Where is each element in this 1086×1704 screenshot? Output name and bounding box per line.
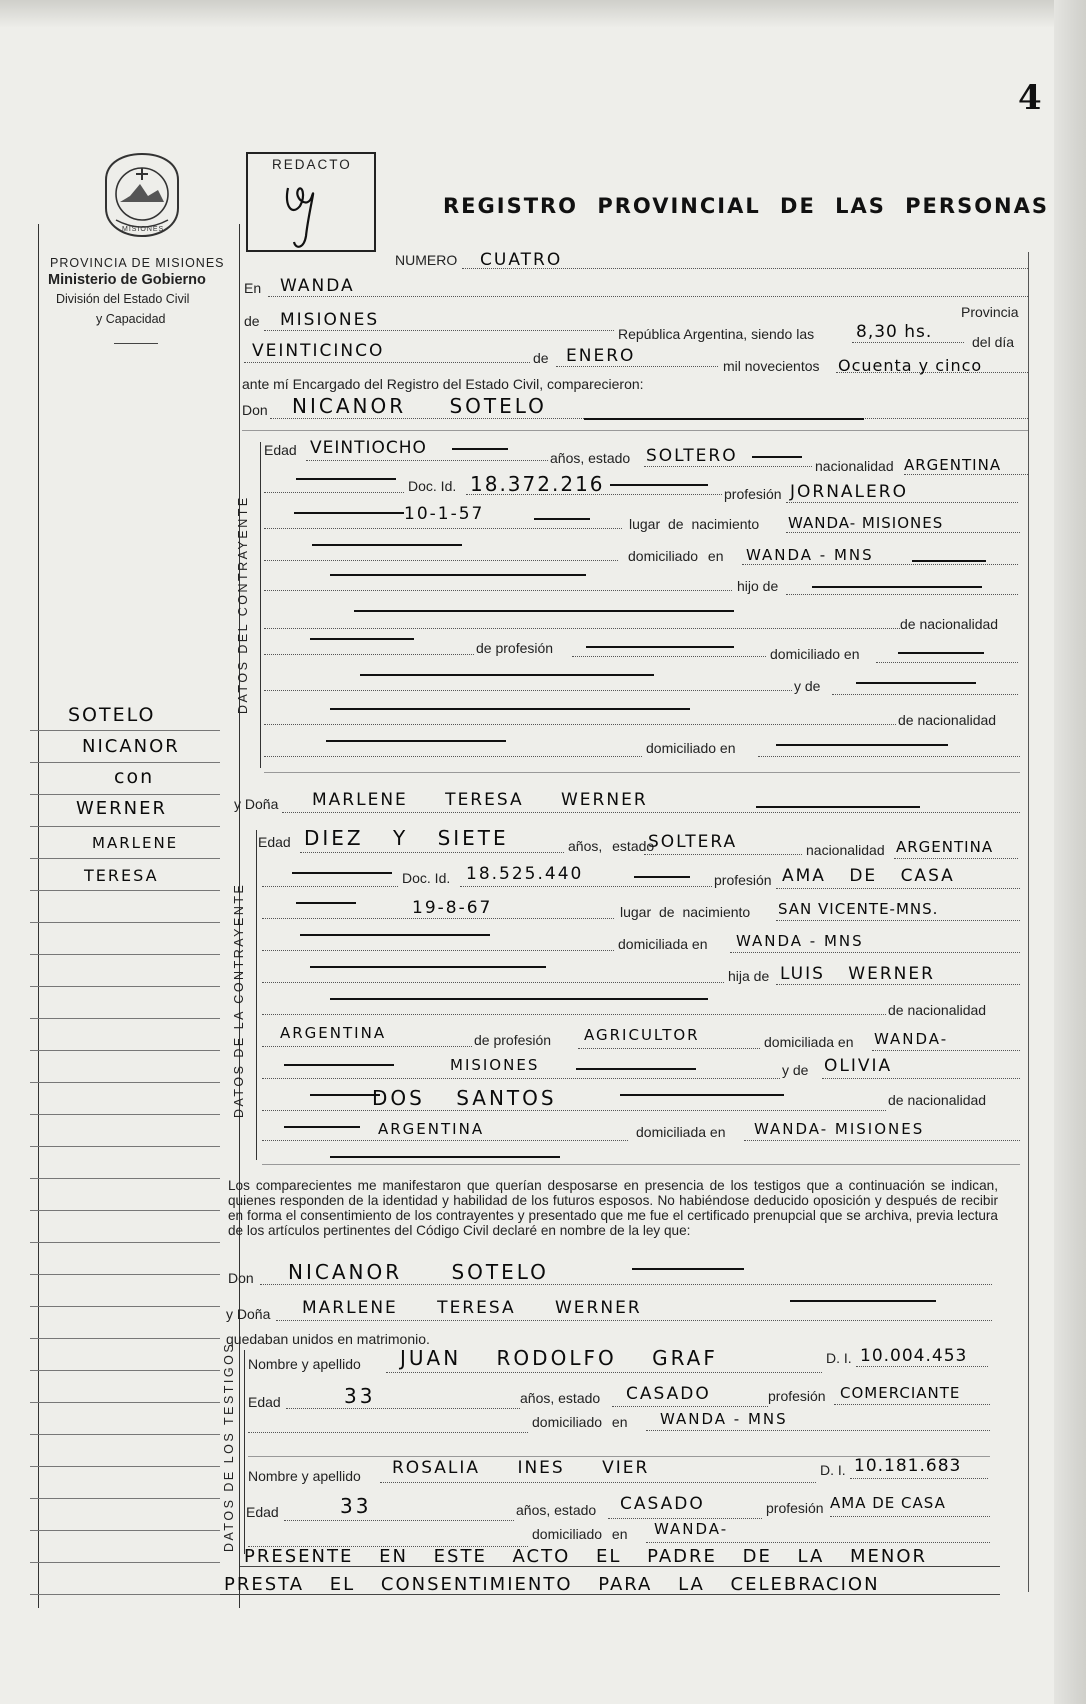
en-label: En bbox=[244, 280, 262, 296]
numero-value: CUATRO bbox=[480, 250, 563, 270]
c1-nacionalidad-label: nacionalidad bbox=[815, 458, 894, 474]
c2-padre-domicilio-1: WANDA- bbox=[874, 1030, 949, 1048]
t2-nombre-line bbox=[380, 1482, 816, 1483]
c2-padre-nac-line bbox=[262, 1046, 472, 1047]
c1-domiciliado-en2-line bbox=[758, 756, 1020, 757]
c2-nac-line bbox=[262, 1014, 886, 1015]
c1-estado-line bbox=[644, 466, 812, 467]
c2-de-profesion-label: de profesión bbox=[474, 1032, 552, 1048]
c2-padre-prof-line bbox=[578, 1048, 760, 1049]
dia-line bbox=[244, 362, 530, 363]
c2-domicilio-line bbox=[730, 952, 1020, 953]
observacion-rule-1 bbox=[240, 1566, 1000, 1567]
c2-estado-line bbox=[644, 854, 802, 855]
t2-di-label: D. I. bbox=[820, 1462, 846, 1478]
c1-nacionalidad-line bbox=[904, 474, 1028, 475]
decl-dona-label: y Doña bbox=[226, 1306, 271, 1322]
c1-dom2-pre-line bbox=[264, 756, 642, 757]
t2-estado-line bbox=[608, 1518, 762, 1519]
c1-lugar-label: lugar de nacimiento bbox=[629, 516, 760, 532]
margin-line bbox=[30, 1242, 220, 1243]
decl-don-label: Don bbox=[228, 1270, 254, 1286]
c2-doc-dash bbox=[634, 876, 690, 878]
t2-nombre-label: Nombre y apellido bbox=[248, 1468, 361, 1484]
observacion-rule-2 bbox=[220, 1594, 1000, 1595]
t2-profesion-line bbox=[830, 1516, 990, 1517]
stamp-label: REDACTO bbox=[272, 157, 352, 172]
hora-value: 8,30 hs. bbox=[856, 322, 933, 342]
t2-nombre-value: ROSALIA INES VIER bbox=[392, 1458, 650, 1478]
c1-de-profesion-dash bbox=[586, 646, 734, 648]
c2-padre-value: LUIS WERNER bbox=[780, 964, 935, 984]
don-value: NICANOR SOTELO bbox=[292, 394, 547, 418]
dona-line bbox=[282, 812, 1020, 813]
c2-profesion-line bbox=[776, 888, 1020, 889]
t2-edad-label: Edad bbox=[246, 1504, 279, 1520]
anio-value: Ocuenta y cinco bbox=[838, 356, 983, 375]
margin-line bbox=[30, 1146, 220, 1147]
t2-edad-line bbox=[284, 1520, 514, 1521]
letterhead-division-2: y Capacidad bbox=[96, 312, 166, 326]
t1-domiciliado-label: domiciliado en bbox=[532, 1414, 628, 1430]
c2-lugar-label: lugar de nacimiento bbox=[620, 904, 751, 920]
c2-doc-pre-line bbox=[262, 886, 398, 887]
c1-de-profesion-label: de profesión bbox=[476, 640, 554, 656]
numero-label: NUMERO bbox=[395, 252, 458, 268]
c1-domiciliado-en-label: domiciliado en bbox=[770, 646, 860, 662]
c2-yde-pre-line bbox=[262, 1078, 780, 1079]
redacto-stamp bbox=[246, 152, 376, 252]
c1-de-nacionalidad-label: de nacionalidad bbox=[900, 616, 999, 632]
c2-edad-label: Edad bbox=[258, 834, 291, 850]
republica-text: República Argentina, siendo las bbox=[618, 326, 815, 342]
t1-estado-line bbox=[612, 1406, 768, 1407]
t2-domicilio-line bbox=[646, 1542, 990, 1543]
c2-madre-nac-line bbox=[262, 1140, 628, 1141]
t1-domicilio-line bbox=[646, 1430, 990, 1431]
margin-line bbox=[30, 1562, 220, 1563]
dona-dash bbox=[756, 806, 920, 808]
margin-note-3: con bbox=[114, 766, 155, 788]
t1-edad-value: 33 bbox=[344, 1384, 376, 1408]
c2-de-nacionalidad-label: de nacionalidad bbox=[888, 1002, 987, 1018]
c1-edad-value: VEINTIOCHO bbox=[310, 438, 427, 458]
c1-domiciliado-en2-label: domiciliado en bbox=[646, 740, 736, 756]
margin-line bbox=[30, 1114, 220, 1115]
mes-line bbox=[556, 366, 718, 367]
c2-estado-value: SOLTERA bbox=[648, 832, 738, 852]
c1-domiciliado-label: domiciliado en bbox=[628, 548, 724, 564]
c1-profesion-value: JORNALERO bbox=[790, 482, 908, 502]
c2-profesion-value: AMA DE CASA bbox=[782, 866, 955, 886]
margin-line bbox=[30, 730, 220, 731]
c1-doc-pre-dash bbox=[296, 478, 396, 480]
c1-domiciliado-en-line bbox=[876, 662, 1018, 663]
dia-value: VEINTICINCO bbox=[252, 341, 385, 361]
margin-line bbox=[30, 922, 220, 923]
c1-de-profesion-line bbox=[572, 656, 766, 657]
margin-line bbox=[30, 762, 220, 763]
c1-fecha-line bbox=[264, 528, 622, 529]
seal-caption: MISIONES bbox=[122, 226, 165, 233]
c2-doc-value: 18.525.440 bbox=[466, 864, 584, 884]
c2-madre-nac-pre-dash bbox=[284, 1126, 360, 1128]
c2-doc-label: Doc. Id. bbox=[402, 870, 451, 886]
c2-madre-domicilio: WANDA- MISIONES bbox=[754, 1120, 925, 1138]
c2-fecha-value: 19-8-67 bbox=[412, 898, 493, 918]
c2-nac-pre-dash bbox=[330, 998, 708, 1000]
t2-di-value: 10.181.683 bbox=[854, 1456, 962, 1476]
c1-dom-pre-line bbox=[264, 560, 618, 561]
c2-hija-pre-line bbox=[262, 982, 724, 983]
c1-anios-label: años, estado bbox=[550, 450, 631, 466]
margin-line bbox=[30, 1530, 220, 1531]
t1-profesion-line bbox=[834, 1404, 990, 1405]
c1-doc-label: Doc. Id. bbox=[408, 478, 457, 494]
t1-di-line bbox=[856, 1366, 988, 1367]
c2-madre-value-1: OLIVIA bbox=[824, 1056, 893, 1076]
decl-don-value: NICANOR SOTELO bbox=[288, 1260, 549, 1284]
c1-nacionalidad-value: ARGENTINA bbox=[904, 456, 1002, 474]
c2-lugar-line bbox=[776, 920, 1020, 921]
de-label: de bbox=[244, 313, 260, 329]
c1-nac2-line bbox=[264, 724, 896, 725]
c1-doc-dash bbox=[610, 484, 708, 486]
t1-dom-pre-line bbox=[248, 1432, 528, 1433]
margin-line bbox=[30, 1498, 220, 1499]
decl-dona-value: MARLENE TERESA WERNER bbox=[302, 1298, 642, 1318]
c2-anios-label: años, estado bbox=[568, 838, 655, 854]
c2-madre-pre-dash bbox=[310, 1094, 380, 1096]
t1-di-value: 10.004.453 bbox=[860, 1346, 968, 1366]
margin-line bbox=[30, 1178, 220, 1179]
c1-prof-pre-line bbox=[264, 654, 474, 655]
c1-estado-dash bbox=[752, 456, 802, 458]
provincia-label: Provincia bbox=[961, 304, 1019, 320]
c1-domiciliado-en2-dash bbox=[776, 744, 948, 746]
c2-padre-profesion: AGRICULTOR bbox=[584, 1026, 700, 1044]
c2-yde-dash bbox=[576, 1068, 696, 1070]
c1-yde-pre-line bbox=[264, 690, 792, 691]
c1-doc-pre-line bbox=[264, 492, 404, 493]
c2-domiciliada-en2-label: domiciliada en bbox=[636, 1124, 726, 1140]
letterhead-province: PROVINCIA DE MISIONES bbox=[50, 256, 225, 270]
margin-line bbox=[30, 794, 220, 795]
c2-hija-pre-dash bbox=[310, 966, 546, 968]
quedaban-text: quedaban unidos en matrimonio. bbox=[226, 1331, 430, 1347]
c1-lugar-line bbox=[786, 532, 1020, 533]
margin-line bbox=[30, 1370, 220, 1371]
declaration-paragraph: Los comparecientes me manifestaron que querían desposarse en presencia de los testigos que a continuación se indican, quienes responden de la identidad y habilidad de los futuros esposos. No habiéndose deducido oposición y después de recibir en forma el consentimiento de los contrayentes y presentado que me fue el certificado prenupcial que se archiva, previa lectura de los artículos pertinentes del Código Civil declaré en nombre de la ley que: bbox=[228, 1178, 998, 1238]
contrayente2-bracket bbox=[256, 830, 257, 1160]
c2-domicilio-value: WANDA - MNS bbox=[736, 932, 864, 950]
c2-hija-label: hija de bbox=[728, 968, 770, 984]
c2-madre-line bbox=[822, 1078, 1020, 1079]
page-top-edge bbox=[0, 0, 1086, 28]
c1-y-de-line bbox=[832, 694, 1018, 695]
c1-yde-pre-dash bbox=[360, 674, 654, 676]
c2-fecha-pre-dash bbox=[296, 902, 356, 904]
testigos-bracket bbox=[244, 1350, 245, 1554]
t1-profesion-value: COMERCIANTE bbox=[840, 1384, 961, 1402]
margin-line bbox=[30, 1082, 220, 1083]
c1-domiciliado-en-dash bbox=[898, 652, 984, 654]
t1-domicilio-value: WANDA - MNS bbox=[660, 1410, 788, 1428]
c1-edad-label: Edad bbox=[264, 442, 297, 458]
c1-domicilio-line bbox=[742, 564, 1018, 565]
t2-domicilio-value: WANDA- bbox=[654, 1520, 729, 1538]
t2-estado-value: CASADO bbox=[620, 1494, 705, 1514]
c2-madre-nacionalidad: ARGENTINA bbox=[378, 1120, 485, 1138]
de-line bbox=[264, 330, 614, 331]
c1-domicilio-dash bbox=[912, 560, 986, 562]
c2-dom-pre-line bbox=[262, 950, 614, 951]
decl-dona-line bbox=[276, 1320, 992, 1321]
c1-lugar-value: WANDA- MISIONES bbox=[788, 514, 944, 532]
contrayente-bracket bbox=[260, 442, 261, 768]
del-dia-label: del día bbox=[972, 334, 1015, 350]
c1-hijo-pre-dash bbox=[330, 574, 586, 576]
c2-madre-dom-dash bbox=[330, 1156, 560, 1158]
c1-nac2-pre-dash bbox=[330, 708, 690, 710]
c1-fecha-arrow bbox=[294, 512, 404, 514]
margin-line bbox=[30, 1210, 220, 1211]
t2-di-line bbox=[850, 1478, 988, 1479]
left-column-border bbox=[38, 224, 39, 1608]
c1-profesion-label: profesión bbox=[724, 486, 782, 502]
margin-note-2: NICANOR bbox=[82, 736, 180, 757]
don-fill-dash bbox=[584, 418, 864, 420]
margin-line bbox=[30, 1338, 220, 1339]
header-bottom-rule bbox=[242, 430, 1028, 431]
margin-line bbox=[30, 1274, 220, 1275]
margin-note-4: WERNER bbox=[76, 798, 168, 819]
c1-y-de-dash bbox=[856, 682, 976, 684]
hora-line bbox=[852, 342, 964, 343]
c2-bottom-rule bbox=[262, 1164, 1020, 1165]
c2-y-de-label: y de bbox=[782, 1062, 809, 1078]
margin-note-5: MARLENE bbox=[92, 834, 179, 852]
c1-dom-pre-dash bbox=[312, 544, 462, 546]
c2-domiciliada-label: domiciliada en bbox=[618, 936, 708, 952]
c1-hijo-pre-line bbox=[264, 590, 732, 591]
c2-profesion-label: profesión bbox=[714, 872, 772, 888]
c1-fecha-value: 10-1-57 bbox=[404, 504, 485, 524]
margin-line bbox=[30, 1050, 220, 1051]
c2-lugar-value: SAN VICENTE-MNS. bbox=[778, 900, 939, 918]
c1-fecha-dash bbox=[534, 518, 590, 520]
c1-hijo-dash bbox=[812, 586, 982, 588]
dona-label: y Doña bbox=[234, 796, 279, 812]
c1-de-nacionalidad2-label: de nacionalidad bbox=[898, 712, 997, 728]
margin-note-6: TERESA bbox=[84, 866, 159, 885]
c2-edad-line bbox=[300, 852, 564, 853]
margin-line bbox=[30, 1434, 220, 1435]
t1-nombre-label: Nombre y apellido bbox=[248, 1356, 361, 1372]
c2-domiciliada-en-label: domiciliada en bbox=[764, 1034, 854, 1050]
c1-nac-line bbox=[264, 628, 900, 629]
mil-novecientos-label: mil novecientos bbox=[723, 358, 820, 374]
observacion-line-1: PRESENTE EN ESTE ACTO EL PADRE DE LA MENOR bbox=[244, 1546, 928, 1567]
c2-nacionalidad-line bbox=[894, 858, 1018, 859]
c2-madre-dash bbox=[620, 1094, 784, 1096]
c2-hija-line bbox=[776, 984, 1020, 985]
t2-anios-label: años, estado bbox=[516, 1502, 597, 1518]
c2-madre2-line bbox=[262, 1110, 886, 1111]
c1-y-de-label: y de bbox=[794, 678, 821, 694]
c2-de-nacionalidad2-label: de nacionalidad bbox=[888, 1092, 987, 1108]
decl-don-line bbox=[260, 1284, 992, 1285]
dona-value: MARLENE TERESA WERNER bbox=[312, 790, 648, 810]
c1-bottom-rule bbox=[264, 772, 1020, 773]
form-right-border bbox=[1028, 252, 1029, 1592]
t2-profesion-value: AMA DE CASA bbox=[830, 1494, 946, 1512]
c2-nacionalidad-value: ARGENTINA bbox=[896, 838, 994, 856]
margin-line bbox=[30, 1594, 220, 1595]
c1-dom2-pre-dash bbox=[326, 740, 506, 742]
c2-yde-pre-dash bbox=[284, 1064, 394, 1066]
contrayente2-section-label: DATOS DE LA CONTRAYENTE bbox=[232, 882, 246, 1118]
c2-doc-line bbox=[460, 886, 712, 887]
mes-value: ENERO bbox=[566, 346, 636, 366]
margin-line bbox=[30, 826, 220, 827]
t1-nombre-line bbox=[386, 1372, 822, 1373]
de-value: MISIONES bbox=[280, 310, 380, 330]
t1-edad-label: Edad bbox=[248, 1394, 281, 1410]
t1-profesion-label: profesión bbox=[768, 1388, 826, 1404]
t2-profesion-label: profesión bbox=[766, 1500, 824, 1516]
margin-note-1: SOTELO bbox=[68, 704, 156, 726]
c1-domicilio-value: WANDA - MNS bbox=[746, 546, 874, 564]
initials-signature-icon bbox=[278, 176, 338, 256]
c1-edad-line bbox=[306, 460, 548, 461]
decl-don-dash bbox=[632, 1268, 744, 1270]
margin-line bbox=[30, 986, 220, 987]
t2-edad-value: 33 bbox=[340, 1494, 372, 1518]
en-value: WANDA bbox=[280, 276, 355, 296]
c1-profesion-line bbox=[786, 502, 1018, 503]
c2-edad-value: DIEZ Y SIETE bbox=[304, 826, 509, 850]
en-line bbox=[268, 296, 1028, 297]
margin-line bbox=[30, 1402, 220, 1403]
c2-nacionalidad-label: nacionalidad bbox=[806, 842, 885, 858]
letterhead-ministry: Ministerio de Gobierno bbox=[48, 272, 206, 288]
c2-padre-dom-line bbox=[872, 1050, 1020, 1051]
t2-domiciliado-label: domiciliado en bbox=[532, 1526, 628, 1542]
margin-line bbox=[30, 1018, 220, 1019]
don-label: Don bbox=[242, 402, 268, 418]
c1-doc-value: 18.372.216 bbox=[470, 472, 605, 496]
c1-hijo-label: hijo de bbox=[737, 578, 779, 594]
c2-madre-dom-line bbox=[744, 1140, 1020, 1141]
t1-di-label: D. I. bbox=[826, 1350, 852, 1366]
margin-line bbox=[30, 858, 220, 859]
letterhead-divider bbox=[114, 343, 158, 344]
c2-fecha-line bbox=[262, 918, 614, 919]
c2-doc-pre-dash bbox=[292, 872, 392, 874]
decl-dona-dash bbox=[790, 1300, 936, 1302]
letterhead-division: División del Estado Civil bbox=[56, 292, 190, 306]
de-mes-label: de bbox=[533, 350, 549, 366]
c2-padre-nacionalidad: ARGENTINA bbox=[280, 1024, 387, 1042]
t1-edad-line bbox=[286, 1408, 520, 1409]
observacion-line-2: PRESTA EL CONSENTIMIENTO PARA LA CELEBRACION bbox=[224, 1574, 880, 1595]
page-number: 4 bbox=[1018, 78, 1042, 118]
document-title: REGISTRO PROVINCIAL DE LAS PERSONAS bbox=[443, 194, 1050, 218]
c1-prof-pre-dash bbox=[310, 638, 414, 640]
t1-nombre-value: JUAN RODOLFO GRAF bbox=[400, 1346, 718, 1370]
t1-estado-value: CASADO bbox=[626, 1384, 711, 1404]
margin-line bbox=[30, 890, 220, 891]
c1-nac-pre-dash bbox=[354, 610, 734, 612]
margin-line bbox=[30, 1466, 220, 1467]
c1-edad-dash bbox=[452, 448, 508, 450]
c2-padre-domicilio-2: MISIONES bbox=[450, 1056, 540, 1074]
testigos-section-label: DATOS DE LOS TESTIGOS bbox=[222, 1341, 236, 1552]
margin-line bbox=[30, 1306, 220, 1307]
contrayente-section-label: DATOS DEL CONTRAYENTE bbox=[236, 495, 250, 714]
c1-estado-value: SOLTERO bbox=[646, 446, 738, 466]
c1-hijo-line bbox=[786, 594, 1018, 595]
c2-madre-value-2: DOS SANTOS bbox=[372, 1086, 557, 1110]
margin-line bbox=[30, 954, 220, 955]
ante-mi-text: ante mí Encargado del Registro del Estado Civil, comparecieron: bbox=[242, 376, 644, 392]
t1-anios-label: años, estado bbox=[520, 1390, 601, 1406]
c2-dom-pre-dash bbox=[300, 934, 490, 936]
